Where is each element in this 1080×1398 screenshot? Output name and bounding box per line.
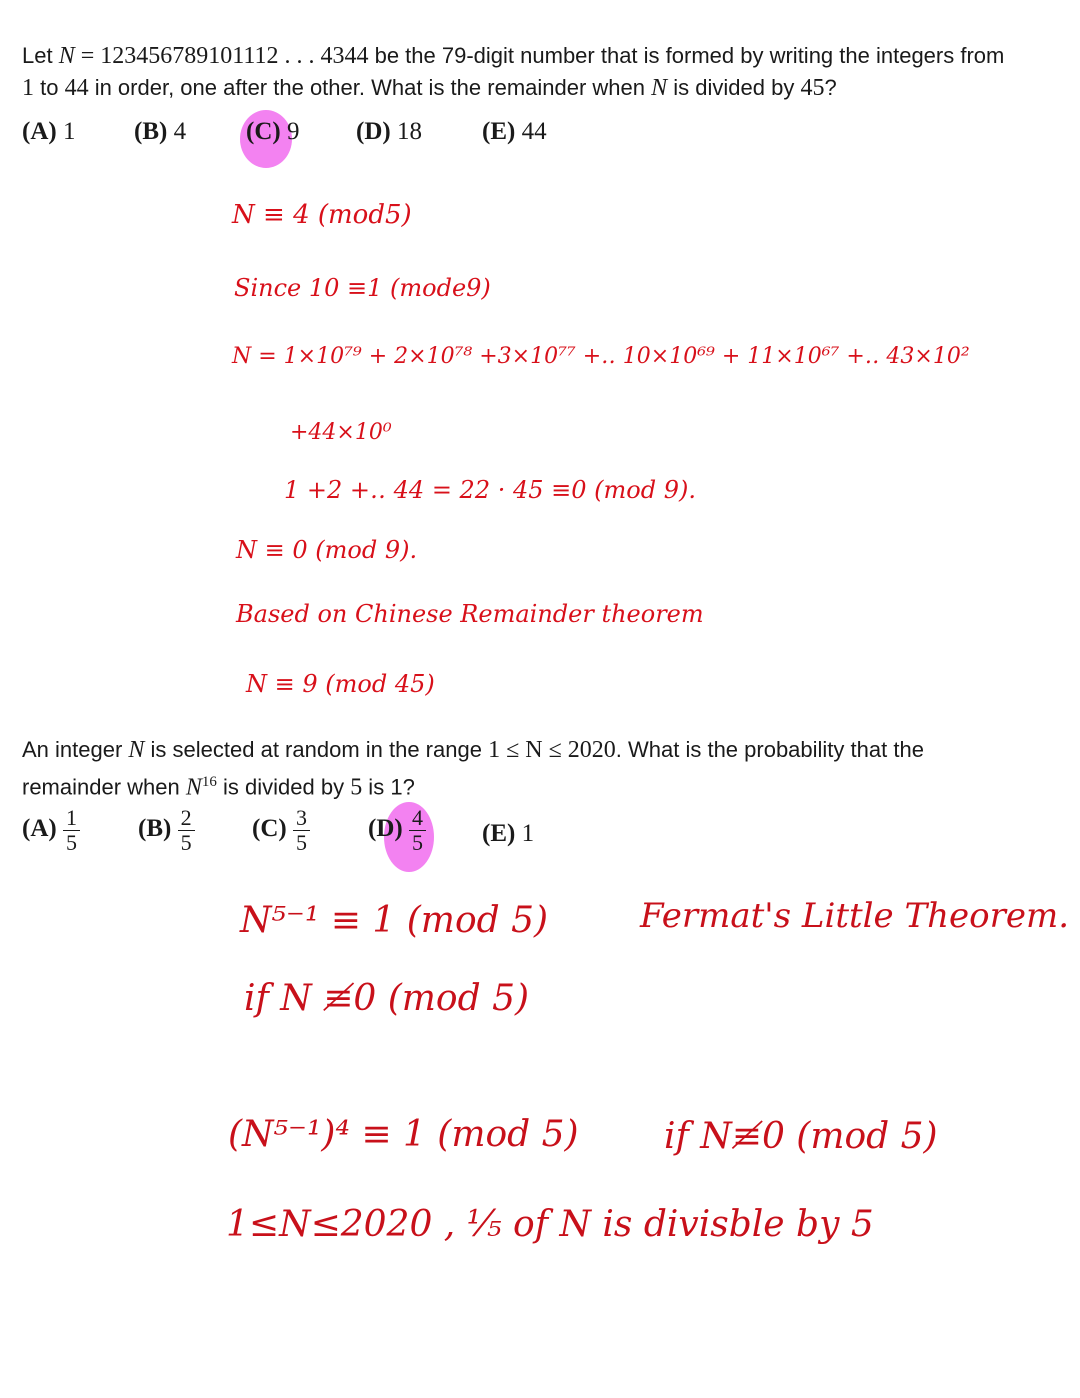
note-condition-1: if N ≢0 (mod 5) [244, 978, 530, 1019]
choice-label: (A) [22, 815, 57, 843]
math-number: = 123456789101112 . . . 4344 [74, 43, 369, 69]
choice-a[interactable] [22, 118, 75, 146]
choice-b[interactable] [138, 806, 195, 855]
math-variable: N [128, 737, 145, 763]
fraction-denominator: 5 [295, 830, 307, 855]
choice-label: (B) [138, 815, 172, 843]
note-since: Since 10 ≡1 (mode9) [234, 274, 491, 302]
fraction [409, 806, 426, 855]
choice-d[interactable] [356, 118, 422, 146]
choice-value: 44 [521, 118, 547, 145]
problem-2-text [22, 734, 1062, 803]
math-variable: N [185, 774, 202, 801]
choice-d[interactable] [368, 806, 426, 855]
fraction-denominator: 5 [411, 830, 423, 855]
math-exponent: 16 [201, 774, 217, 790]
choice-c[interactable] [252, 806, 310, 855]
text-segment: is divided by [667, 75, 801, 100]
choice-value: 9 [286, 118, 300, 145]
note-n-expansion: N = 1×10⁷⁹ + 2×10⁷⁸ +3×10⁷⁷ +‥ 10×10⁶⁹ + 11×10⁶⁷ +‥ 43×10² [232, 344, 970, 369]
note-condition-2: if N≢0 (mod 5) [664, 1116, 938, 1157]
text-segment: to [34, 75, 65, 100]
note-n-mod-5: N ≡ 4 (mod5) [232, 200, 412, 230]
choice-label: (D) [368, 815, 403, 843]
problem-1-line-2 [22, 72, 1062, 104]
fraction-denominator: 5 [180, 830, 192, 855]
text-segment: Let [22, 43, 59, 68]
fraction-denominator: 5 [65, 830, 77, 855]
problem-2-line-2 [22, 766, 1062, 803]
choice-label: (D) [356, 118, 391, 145]
choice-e[interactable] [482, 820, 534, 848]
text-segment: is [362, 774, 391, 800]
choice-label: (C) [252, 815, 287, 843]
fraction-numerator: 1 [63, 806, 80, 831]
fraction [178, 806, 195, 855]
problem-2-line-1 [22, 734, 1062, 766]
text-segment: 1 [390, 774, 403, 800]
text-segment: ? [402, 774, 415, 800]
note-power-congruence: (N⁵⁻¹)⁴ ≡ 1 (mod 5) [228, 1114, 579, 1155]
math-variable: N [58, 43, 75, 69]
note-fermat-congruence: N⁵⁻¹ ≡ 1 (mod 5) [240, 900, 549, 941]
choice-label: (A) [22, 118, 57, 145]
choice-label: (E) [482, 820, 516, 847]
note-sum: 1 +2 +‥ 44 = 22 · 45 ≡0 (mod 9). [284, 476, 696, 504]
fraction [293, 806, 310, 855]
fraction [63, 806, 80, 855]
text-segment: is selected at random in the range [144, 737, 489, 762]
math-number: 45 [800, 75, 825, 101]
choice-b[interactable] [134, 118, 186, 146]
text-segment: An integer [22, 737, 129, 762]
note-crt: Based on Chinese Remainder theorem [236, 600, 704, 628]
choice-c[interactable] [246, 118, 299, 146]
text-segment: remainder when [22, 774, 186, 800]
fraction-numerator: 3 [293, 806, 310, 831]
fraction-numerator: 2 [178, 806, 195, 831]
choice-a[interactable] [22, 806, 80, 855]
choice-value: 18 [396, 118, 422, 145]
text-segment: . What is the probability that the [615, 737, 924, 762]
note-n-mod-9: N ≡ 0 (mod 9). [236, 536, 418, 564]
choice-value: 4 [173, 118, 187, 145]
text-segment: ? [824, 75, 837, 100]
math-variable: N [651, 75, 668, 101]
problem-1-text [22, 40, 1062, 104]
choice-label: (E) [482, 118, 516, 145]
note-n-mod-45: N ≡ 9 (mod 45) [246, 670, 435, 698]
note-plus-44: +44×10⁰ [290, 420, 392, 445]
choice-value: 1 [62, 118, 76, 145]
choice-value: 1 [521, 820, 535, 847]
math-number: 5 [350, 774, 363, 801]
text-segment: in order, one after the other. What is the remainder when [88, 75, 652, 100]
problem-1-line-1 [22, 40, 1062, 72]
choice-e[interactable] [482, 118, 547, 146]
note-fermat-name: Fermat's Little Theorem. [640, 896, 1070, 936]
math-range: 1 ≤ N ≤ 2020 [488, 737, 616, 763]
choice-label: (B) [134, 118, 168, 145]
choice-label: (C) [246, 118, 281, 145]
math-number: 1 [22, 75, 34, 101]
text-segment: is divided by [216, 774, 351, 800]
fraction-numerator: 4 [409, 806, 426, 831]
text-segment: be the 79-digit number that is formed by writing the integers from [368, 43, 1005, 68]
math-number: 44 [64, 75, 89, 101]
note-divisible: 1≤N≤2020 , ⅕ of N is divisble by 5 [226, 1204, 874, 1245]
